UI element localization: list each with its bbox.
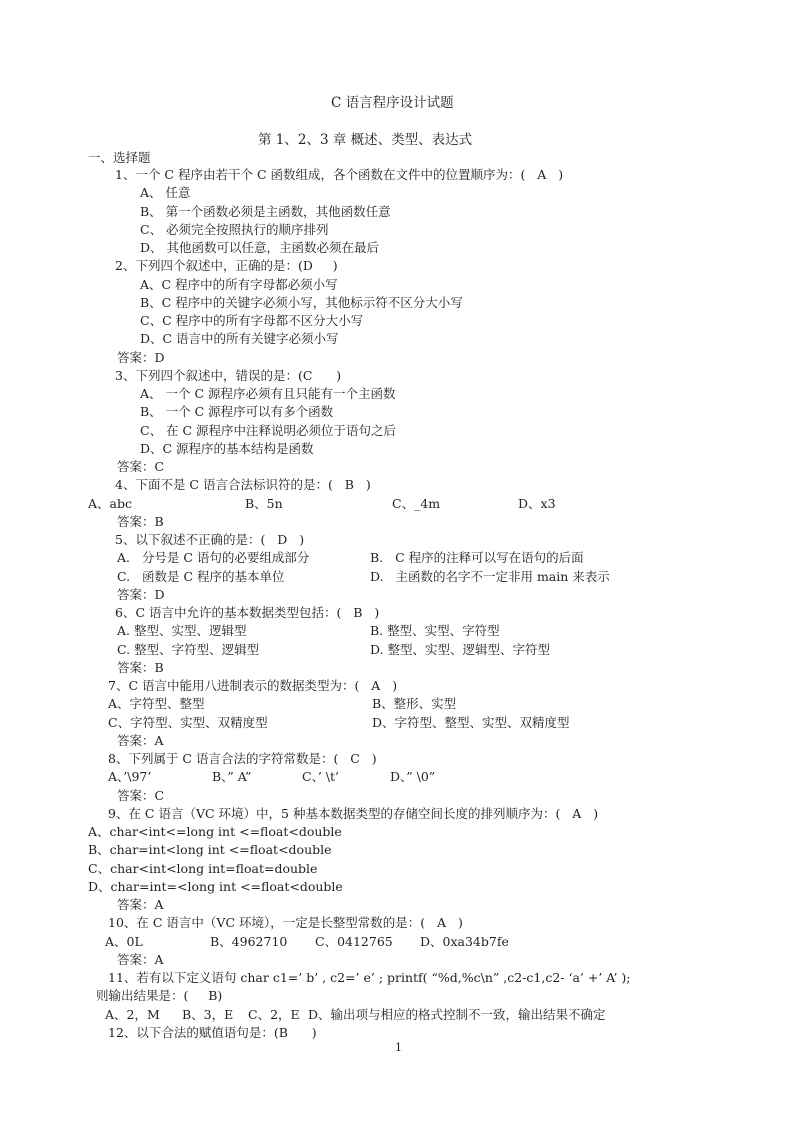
text-line: C、 必须完全按照执行的顺序排列 — [140, 221, 329, 237]
text-line: C、char<int<long int=float=double — [88, 860, 318, 876]
option-item: A. 分号是 C 语句的必要组成部分 — [117, 550, 310, 566]
option-item: C、2，E — [248, 1006, 300, 1022]
question-text: 1、一个 C 程序由若干个 C 函数组成，各个函数在文件中的位置顺序为：( A ) — [115, 167, 564, 182]
question-text: 7、C 语言中能用八进制表示的数据类型为：( A ) — [108, 678, 398, 693]
answer-line: 答案：C — [117, 787, 165, 803]
option-item: D. 主函数的名字不一定非用 main 来表示 — [370, 568, 610, 584]
page-number: 1 — [395, 1041, 402, 1054]
option-item: C、’ \t’ — [302, 769, 339, 785]
question-text: 5、以下叙述不正确的是：( D ) — [115, 532, 305, 547]
text-line: D、C 源程序的基本结构是函数 — [140, 440, 314, 456]
option-item: A、0L — [105, 933, 143, 949]
option-item: B、4962710 — [210, 933, 288, 949]
text-line: 则输出结果是：( B) — [96, 988, 223, 1004]
option-item: C. 函数是 C 程序的基本单位 — [117, 568, 285, 584]
option-item: D、字符型、整型、实型、双精度型 — [372, 714, 570, 730]
text-line: C、C 程序中的所有字母都不区分大小写 — [140, 313, 364, 328]
text-line: A、C 程序中的所有字母都必须小写 — [140, 276, 338, 292]
option-item: A、abc — [88, 495, 132, 511]
question-text: 4、下面不是 C 语言合法标识符的是：( B ) — [115, 477, 371, 493]
answer-line: 答案：A — [117, 951, 164, 967]
question-text: 2、下列四个叙述中，正确的是：(D ) — [115, 258, 338, 274]
option-item: C、_4m — [392, 495, 441, 511]
option-item: B. 整型、实型、字符型 — [370, 623, 500, 639]
option-item: B. C 程序的注释可以写在语句的后面 — [370, 550, 584, 566]
document-title: C 语言程序设计试题 — [331, 95, 454, 111]
option-item: A、字符型、整型 — [108, 696, 205, 712]
option-item: B、整形、实型 — [372, 696, 457, 712]
answer-line: 答案：B — [117, 659, 164, 675]
text-line: D、 其他函数可以任意，主函数必须在最后 — [140, 240, 379, 255]
text-line: B、C 程序中的关键字必须小写，其他标示符不区分大小写 — [140, 294, 463, 310]
option-item: C、0412765 — [315, 933, 393, 949]
option-item: D、0xa34b7fe — [420, 933, 509, 949]
question-text: 12、以下合法的赋值语句是：(B ) — [108, 1024, 317, 1040]
option-item: D、输出项与相应的格式控制不一致，输出结果不确定 — [308, 1006, 606, 1022]
section-heading: 一、选择题 — [88, 150, 151, 165]
option-item: D、x3 — [518, 495, 556, 511]
text-line: B、 第一个函数必须是主函数，其他函数任意 — [140, 203, 391, 219]
answer-line: 答案：A — [117, 897, 164, 912]
text-line: A、 任意 — [140, 185, 191, 201]
question-text: 10、在 C 语言中（VC 环境），一定是长整型常数的是：( A ) — [108, 915, 463, 931]
answer-line: 答案：B — [117, 513, 164, 529]
text-line: C、 在 C 源程序中注释说明必须位于语句之后 — [140, 422, 397, 438]
question-text: 8、下列属于 C 语言合法的字符常数是：( C ) — [108, 751, 377, 766]
text-line: B、 一个 C 源程序可以有多个函数 — [140, 404, 334, 420]
text-line: B、char=int<long int <=float<double — [88, 842, 332, 858]
option-item: B、5n — [245, 495, 283, 511]
option-item: C、字符型、实型、双精度型 — [108, 714, 268, 730]
answer-line: 答案：A — [117, 732, 164, 748]
chapter-heading: 第 1、2、3 章 概述、类型、表达式 — [258, 132, 473, 148]
option-item: B、3，E — [182, 1006, 234, 1022]
option-item: A. 整型、实型、逻辑型 — [117, 623, 247, 639]
question-text: 9、在 C 语言（VC 环境）中，5 种基本数据类型的存储空间长度的排列顺序为：( A ) — [108, 805, 599, 821]
option-item: A、2，M — [105, 1006, 160, 1022]
question-text: 3、下列四个叙述中，错误的是：(C ) — [115, 367, 342, 383]
option-item: D. 整型、实型、逻辑型、字符型 — [370, 641, 551, 657]
question-text: 11、若有以下定义语句 char c1=’ b’ , c2=’ e’ ; printf( “%d,%c\n” ,c2-c1,c2- ‘a’ +’ A’ ); — [108, 970, 631, 985]
text-line: D、C 语言中的所有关键字必须小写 — [140, 331, 339, 347]
text-line: D、char=int=<long int <=float<double — [88, 878, 343, 894]
text-line: A、 一个 C 源程序必须有且只能有一个主函数 — [140, 386, 396, 401]
answer-line: 答案：D — [117, 349, 165, 365]
question-text: 6、C 语言中允许的基本数据类型包括：( B ) — [115, 605, 380, 620]
answer-line: 答案：C — [117, 459, 165, 474]
option-item: A、’\97’ — [108, 769, 152, 785]
option-item: C. 整型、字符型、逻辑型 — [117, 641, 260, 657]
option-item: B、” A” — [212, 769, 252, 785]
answer-line: 答案：D — [117, 586, 165, 602]
option-item: D、” \0” — [390, 769, 436, 785]
text-line: A、char<int<=long int <=float<double — [88, 824, 342, 839]
